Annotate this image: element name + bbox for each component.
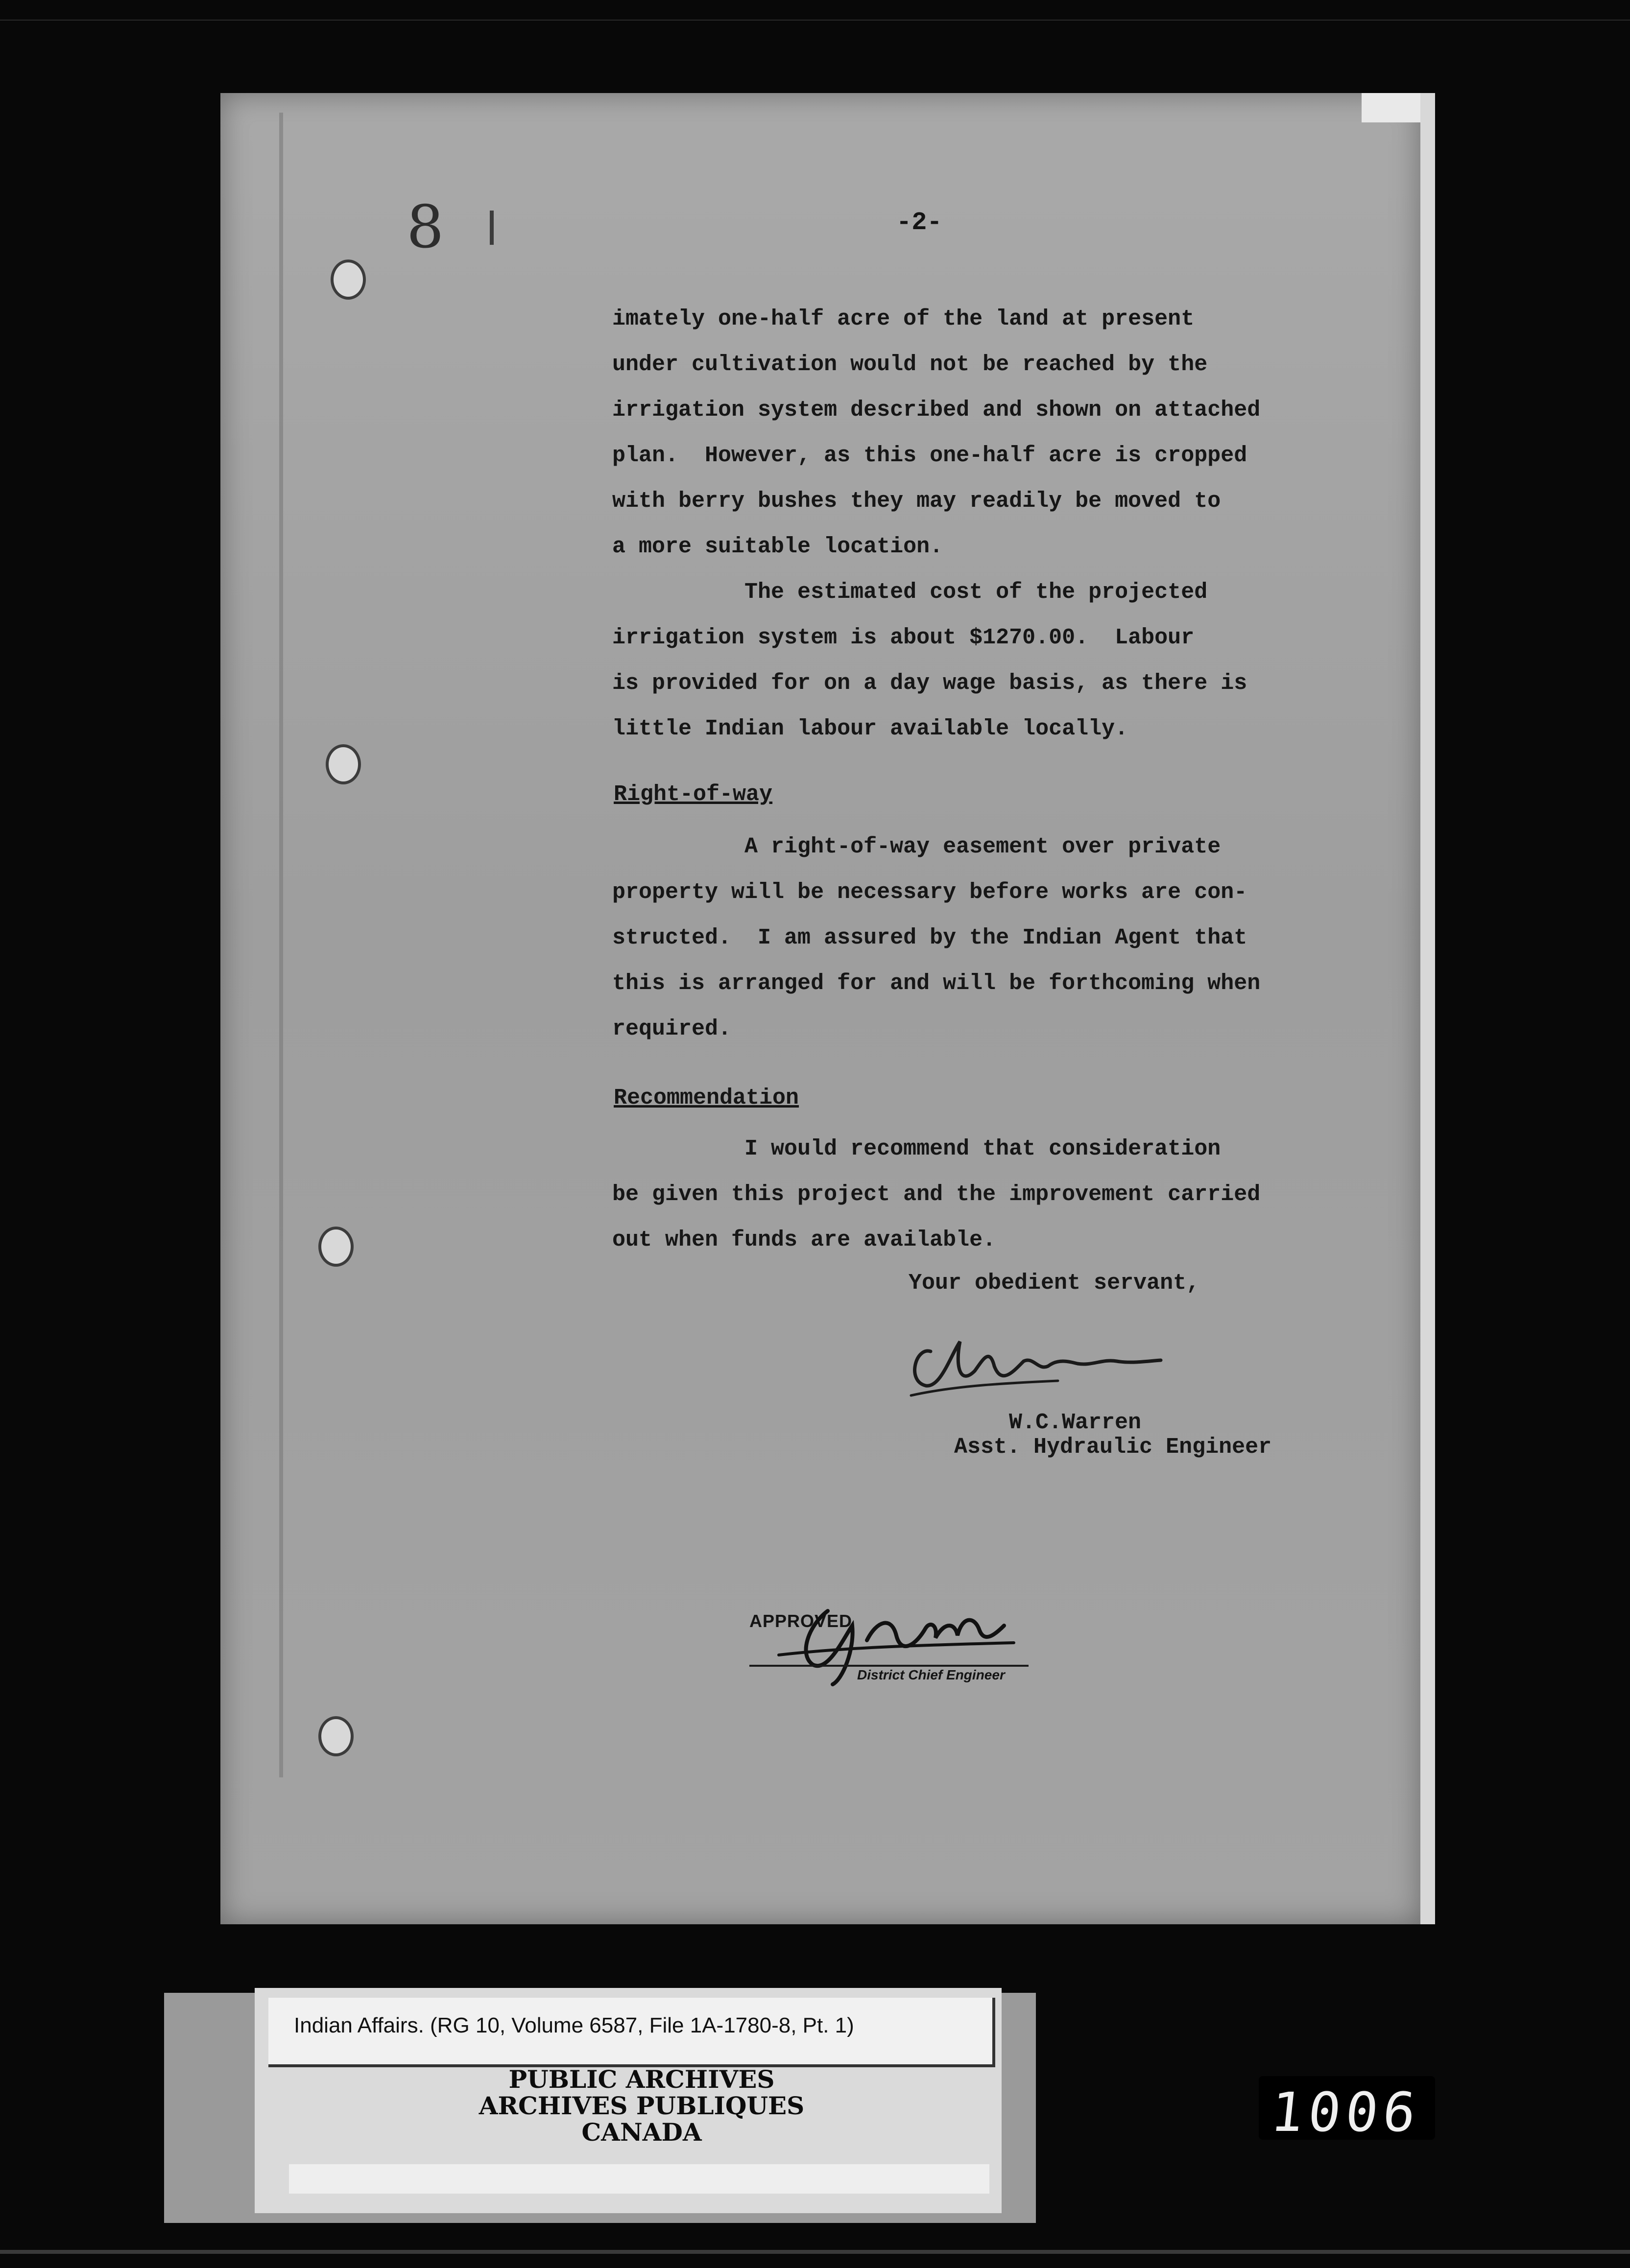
text-line: a more suitable location.	[612, 534, 943, 559]
archives-line-3: CANADA	[581, 2118, 702, 2147]
punch-hole	[331, 260, 366, 300]
punch-hole	[318, 1716, 354, 1756]
signer-title: Asst. Hydraulic Engineer	[954, 1435, 1272, 1460]
punch-hole	[318, 1227, 354, 1267]
text-line: I would recommend that consideration	[612, 1136, 1221, 1161]
label-bottom-strip	[289, 2164, 989, 2194]
archives-line-1: PUBLIC ARCHIVES	[508, 2065, 775, 2094]
text-line: be given this project and the improvement carried	[612, 1182, 1261, 1207]
recommendation-paragraph	[612, 1126, 1332, 1263]
handwritten-file-mark: 8	[407, 193, 444, 261]
text-line: irrigation system is about $1270.00. Labour	[612, 625, 1195, 650]
archives-line-2: ARCHIVES PUBLIQUES	[479, 2091, 805, 2120]
text-line: with berry bushes they may readily be moved to	[612, 489, 1221, 514]
page-corner	[1362, 93, 1420, 122]
approved-role: District Chief Engineer	[857, 1667, 1005, 1682]
punch-hole	[326, 744, 361, 784]
archives-stamp	[289, 2066, 994, 2146]
text-line: is provided for on a day wage basis, as there is	[612, 671, 1247, 696]
text-line: A right-of-way easement over private	[612, 834, 1221, 859]
closing-salutation: Your obedient servant,	[909, 1271, 1200, 1296]
heading-right-of-way: Right-of-way	[614, 782, 773, 807]
film-top-edge	[0, 20, 1630, 21]
text-line: under cultivation would not be reached by the	[612, 352, 1208, 377]
approval-line	[749, 1665, 1029, 1667]
text-line: required.	[612, 1016, 732, 1041]
signer-name: W.C.Warren	[1009, 1410, 1142, 1435]
text-line: little Indian labour available locally.	[612, 716, 1128, 741]
text-line: The estimated cost of the projected	[612, 580, 1208, 605]
text-line: out when funds are available.	[612, 1228, 996, 1252]
page-number: -2-	[896, 208, 942, 237]
approved-stamp-label: APPROVED	[749, 1611, 853, 1631]
text-line: irrigation system described and shown on attached	[612, 398, 1261, 423]
archive-citation: Indian Affairs. (RG 10, Volume 6587, File 1A-1780-8, Pt. 1)	[294, 2013, 854, 2037]
pencil-tick	[490, 211, 494, 245]
film-bottom-edge	[0, 2250, 1630, 2254]
body-paragraphs	[612, 296, 1332, 752]
warren-signature	[896, 1312, 1239, 1410]
frame-counter: 1006	[1268, 2081, 1424, 2144]
page-fold	[279, 113, 283, 1777]
text-line: plan. However, as this one-half acre is cropped	[612, 443, 1247, 468]
right-of-way-paragraph	[612, 824, 1332, 1052]
text-line: imately one-half acre of the land at present	[612, 307, 1195, 331]
text-line: property will be necessary before works are con-	[612, 880, 1247, 905]
text-line: this is arranged for and will be forthcoming when	[612, 971, 1261, 996]
heading-recommendation: Recommendation	[614, 1086, 799, 1110]
text-line: structed. I am assured by the Indian Agent that	[612, 925, 1247, 950]
